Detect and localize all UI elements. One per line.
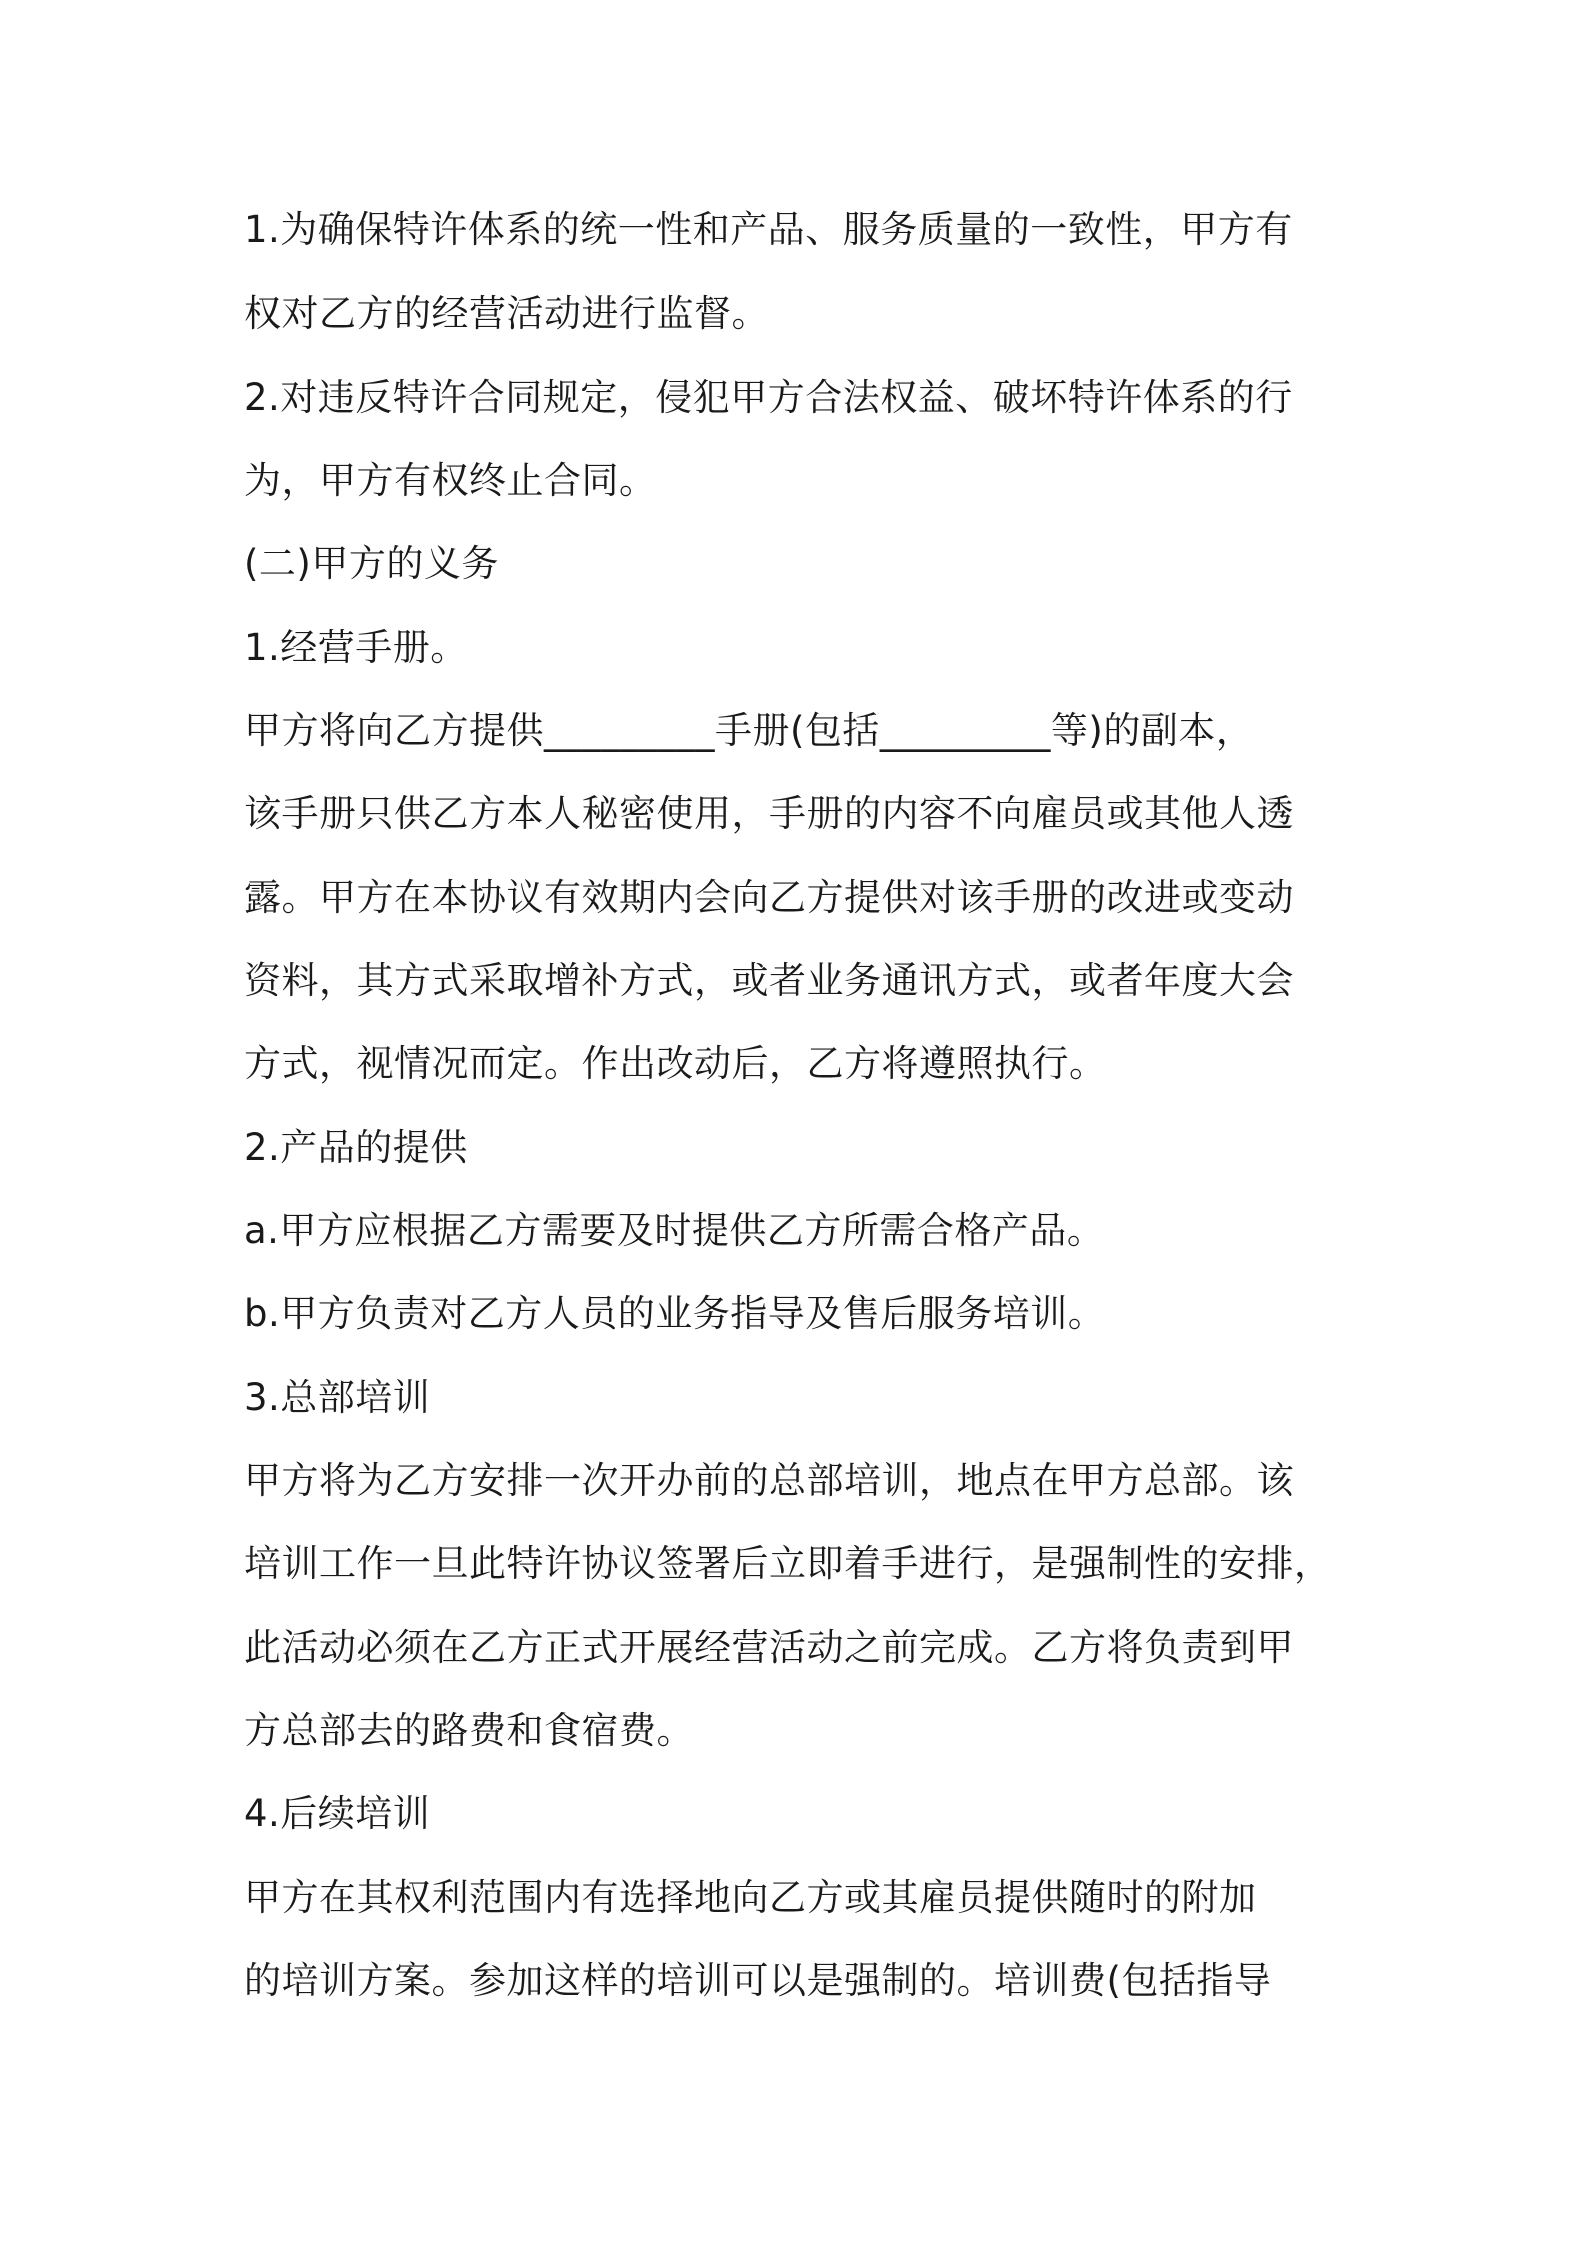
section-heading-obligations: (二)甲方的义务 (244, 542, 499, 585)
heading-hq-training: 3.总部培训 (244, 1376, 431, 1419)
follow-up-training-line-1: 甲方在其权利范围内有选择地向乙方或其雇员提供随时的附加 (244, 1876, 1257, 1919)
manual-paragraph-line-4: 资料，其方式采取增补方式，或者业务通讯方式，或者年度大会 (244, 959, 1294, 1002)
clause-right-1-line-2: 权对乙方的经营活动进行监督。 (244, 292, 769, 335)
manual-paragraph-line-3: 露。甲方在本协议有效期内会向乙方提供对该手册的改进或变动 (244, 876, 1294, 919)
follow-up-training-line-2: 的培训方案。参加这样的培训可以是强制的。培训费(包括指导 (244, 1959, 1272, 2002)
manual-paragraph-line-2: 该手册只供乙方本人秘密使用，手册的内容不向雇员或其他人透 (244, 792, 1294, 835)
hq-training-line-4: 方总部去的路费和食宿费。 (244, 1709, 694, 1752)
clause-right-1-line-1: 1.为确保特许体系的统一性和产品、服务质量的一致性，甲方有 (244, 208, 1293, 251)
product-supply-item-a: a.甲方应根据乙方需要及时提供乙方所需合格产品。 (244, 1209, 1105, 1252)
heading-product-supply: 2.产品的提供 (244, 1126, 468, 1169)
hq-training-line-2: 培训工作一旦此特许协议签署后立即着手进行，是强制性的安排， (244, 1542, 1332, 1585)
heading-operations-manual: 1.经营手册。 (244, 626, 468, 669)
hq-training-line-3: 此活动必须在乙方正式开展经营活动之前完成。乙方将负责到甲 (244, 1626, 1294, 1669)
manual-paragraph-line-5: 方式，视情况而定。作出改动后，乙方将遵照执行。 (244, 1042, 1107, 1085)
heading-follow-up-training: 4.后续培训 (244, 1792, 431, 1835)
hq-training-line-1: 甲方将为乙方安排一次开办前的总部培训，地点在甲方总部。该 (244, 1459, 1294, 1502)
product-supply-item-b: b.甲方负责对乙方人员的业务指导及售后服务培训。 (244, 1292, 1106, 1335)
clause-right-2-line-1: 2.对违反特许合同规定，侵犯甲方合法权益、破坏特许体系的行 (244, 376, 1293, 419)
manual-paragraph-line-1: 甲方将向乙方提供_________手册(包括_________等)的副本， (244, 709, 1254, 752)
clause-right-2-line-2: 为，甲方有权终止合同。 (244, 459, 657, 502)
